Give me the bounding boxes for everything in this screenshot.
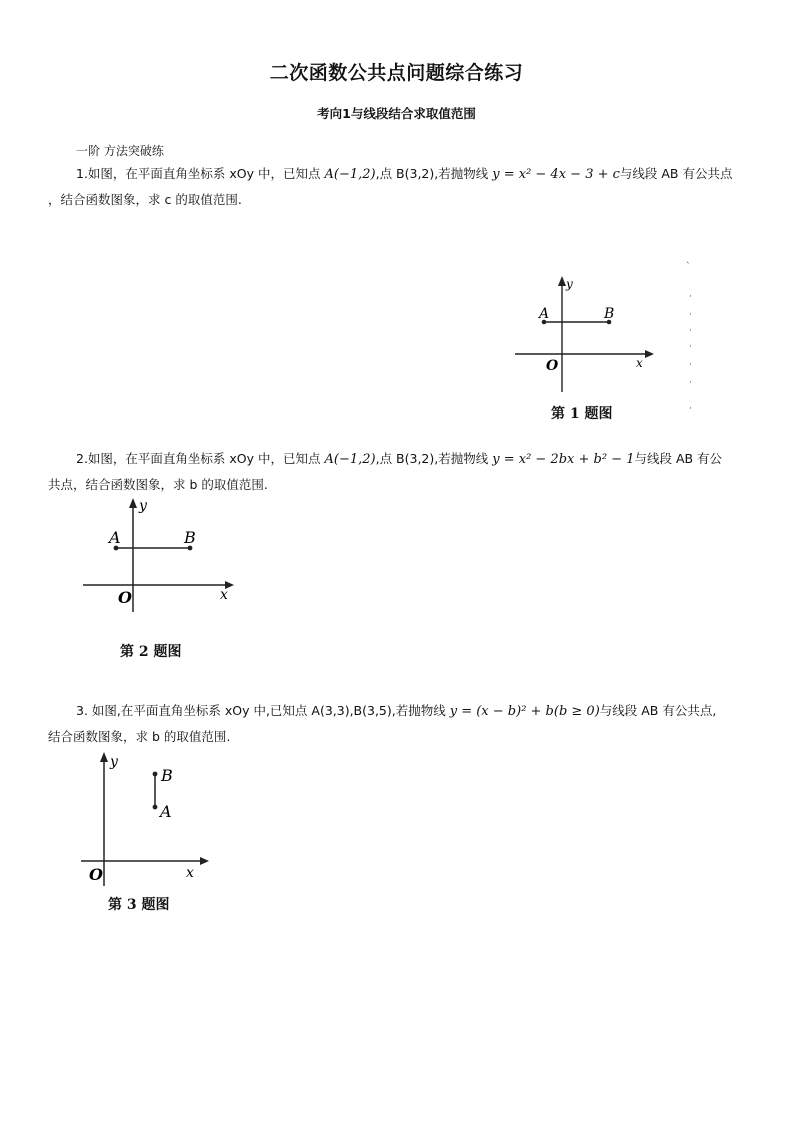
label-a: A <box>539 306 550 322</box>
label-o: O <box>118 588 132 607</box>
label-b: B <box>604 306 615 322</box>
label-a: A <box>109 528 121 547</box>
problem-2-end: 与线段 AB 有公 <box>634 451 723 466</box>
y-axis-arrow <box>100 752 108 762</box>
point-a <box>153 805 158 810</box>
edge-mark: ` <box>686 262 691 272</box>
label-o: O <box>89 865 103 884</box>
point-b <box>153 772 158 777</box>
problem-3-line-2: 结合函数图象，求 b 的取值范围. <box>48 729 231 744</box>
problem-1-equation: y = x² − 4x − 3 + c <box>492 167 620 182</box>
problem-1-point-a: A(−1,2) <box>324 167 376 182</box>
problem-1-figure <box>505 270 665 398</box>
section-heading: 一阶 方法突破练 <box>76 144 164 158</box>
x-axis-arrow <box>645 350 654 358</box>
y-axis-arrow <box>129 498 137 508</box>
problem-3-caption: 第 3 题图 <box>108 897 170 913</box>
problem-1-intro: 1.如图，在平面直角坐标系 xOy 中，已知点 <box>76 166 321 181</box>
problem-3-end: 与线段 AB 有公共点, <box>599 703 717 718</box>
label-x: x <box>220 587 228 603</box>
problem-2-line-1 <box>76 446 722 473</box>
edge-mark: · <box>689 360 692 370</box>
section-subtitle: 考向1与线段结合求取值范围 <box>317 106 476 121</box>
problem-1-mid: ,点 B(3,2),若抛物线 <box>375 166 489 181</box>
edge-mark: · <box>689 310 692 320</box>
problem-2-mid: ,点 B(3,2),若抛物线 <box>375 451 489 466</box>
label-a: A <box>160 802 172 821</box>
problem-3-line-1 <box>76 698 716 725</box>
problem-2-caption: 第 2 题图 <box>120 644 182 660</box>
label-x: x <box>186 865 194 881</box>
problem-3-equation: y = (x − b)² + b(b ≥ 0) <box>449 704 600 719</box>
problem-1-end: 与线段 AB 有公共点 <box>619 166 733 181</box>
problem-1-caption: 第 1 题图 <box>551 406 613 422</box>
problem-1-line-2: ，结合函数图象，求 c 的取值范围. <box>48 192 242 207</box>
label-y: y <box>566 277 573 291</box>
label-y: y <box>139 498 147 514</box>
problem-3-intro: 3. 如图,在平面直角坐标系 xOy 中,已知点 A(3,3),B(3,5),若抛物线 <box>76 703 446 718</box>
edge-mark: · <box>689 378 692 388</box>
label-y: y <box>110 754 118 770</box>
page-title: 二次函数公共点问题综合练习 <box>269 62 524 84</box>
x-axis-arrow <box>200 857 209 865</box>
problem-2-figure <box>75 494 245 614</box>
problem-2-line-2: 共点，结合函数图象，求 b 的取值范围. <box>48 477 268 492</box>
y-axis-arrow <box>558 276 566 286</box>
problem-1-line-1 <box>76 161 732 188</box>
problem-3-figure <box>76 748 226 888</box>
label-b: B <box>184 528 196 547</box>
edge-mark: · <box>689 342 692 352</box>
label-o: O <box>546 358 559 374</box>
edge-mark: · <box>689 404 692 414</box>
label-b: B <box>161 766 173 785</box>
problem-2-point-a: A(−1,2) <box>324 452 376 467</box>
problem-2-intro: 2.如图，在平面直角坐标系 xOy 中，已知点 <box>76 451 321 466</box>
edge-mark: · <box>689 326 692 336</box>
label-x: x <box>636 356 643 370</box>
edge-mark: · <box>689 292 692 302</box>
problem-2-equation: y = x² − 2bx + b² − 1 <box>492 452 635 467</box>
